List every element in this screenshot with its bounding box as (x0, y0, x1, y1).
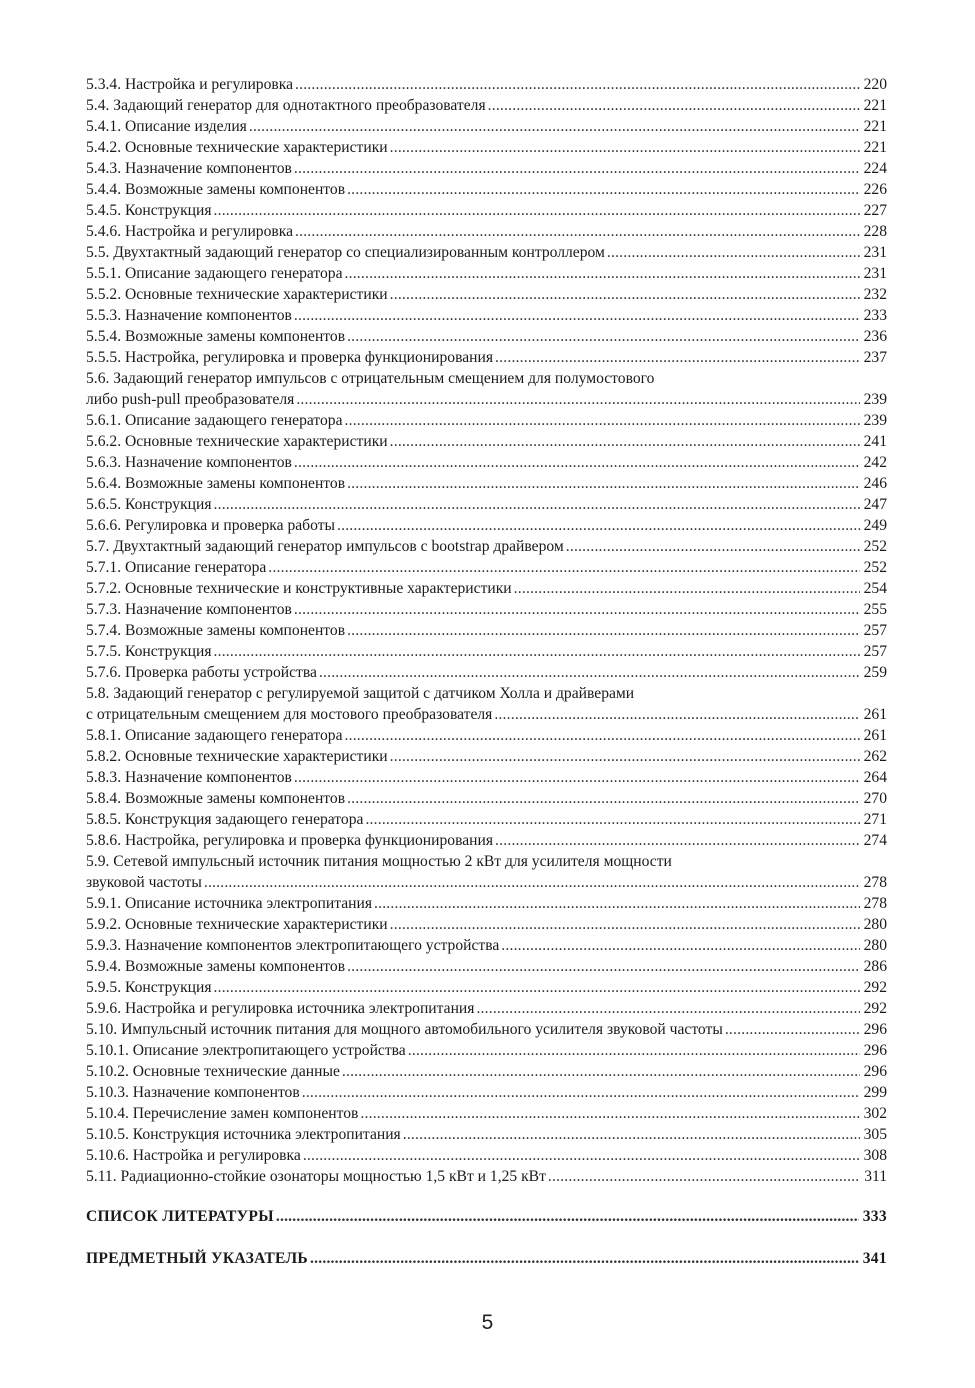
leader-dots (296, 389, 859, 410)
toc-entry-title: 5.4.2. Основные технические характеристики (86, 139, 388, 156)
toc-entry-title: 5.10. Импульсный источник питания для мощного автомобильного усилителя звуковой частоты (86, 1021, 723, 1038)
leader-dots (501, 935, 859, 956)
toc-entry[interactable] (86, 746, 887, 767)
toc-entry[interactable] (86, 956, 887, 977)
toc-entry-row (86, 263, 887, 284)
toc-entry-row (86, 74, 887, 95)
leader-dots (566, 536, 860, 557)
toc-entry-row (86, 620, 887, 641)
toc-entry-row (86, 725, 887, 746)
toc-entry-title: 5.10.1. Описание электропитающего устройства (86, 1042, 406, 1059)
toc-entry[interactable] (86, 263, 887, 284)
toc-entry-title: 5.4. Задающий генератор для однотактного преобразователя (86, 97, 486, 114)
toc-entry-title: звуковой частоты (86, 874, 202, 891)
leader-dots (374, 893, 860, 914)
toc-entry-row (86, 767, 887, 788)
toc-entry-row (86, 1166, 887, 1187)
leader-dots (347, 788, 860, 809)
toc-entry-page: 296 (863, 1021, 887, 1038)
toc-entry-row (86, 200, 887, 221)
toc-entry[interactable] (86, 200, 887, 221)
toc-entry-row (86, 284, 887, 305)
toc-entry[interactable] (86, 284, 887, 305)
toc-entry-title: СПИСОК ЛИТЕРАТУРЫ (86, 1208, 274, 1225)
toc-entry-title: 5.7.2. Основные технические и конструктивные характеристики (86, 580, 512, 597)
toc-entry-row (86, 431, 887, 452)
toc-entry-page: 239 (863, 391, 887, 408)
toc-entry-row (86, 788, 887, 809)
toc-entry-page: 278 (863, 895, 887, 912)
leader-dots (347, 179, 860, 200)
toc-entry-title: 5.8.3. Назначение компонентов (86, 769, 292, 786)
leader-dots (310, 1250, 859, 1268)
toc-entry-page: 259 (863, 664, 887, 681)
toc-entry[interactable] (86, 1145, 887, 1166)
toc-entry[interactable] (86, 95, 887, 116)
toc-entry-title: 5.10.2. Основные технические данные (86, 1063, 340, 1080)
toc-entry-row (86, 935, 887, 956)
toc-entry[interactable] (86, 662, 887, 683)
toc-entry-title: ПРЕДМЕТНЫЙ УКАЗАТЕЛЬ (86, 1250, 309, 1267)
toc-entry-page: 292 (863, 979, 887, 996)
toc-entry-title: 5.7.6. Проверка работы устройства (86, 664, 317, 681)
toc-entry-page: 228 (863, 223, 887, 240)
leader-dots (294, 305, 860, 326)
toc-entry[interactable] (86, 914, 887, 935)
toc-entry-title: 5.8.4. Возможные замены компонентов (86, 790, 346, 807)
leader-dots (345, 725, 860, 746)
toc-entry-page: 262 (863, 748, 887, 765)
toc-entry-row (86, 95, 887, 116)
toc-entry-title-line1: 5.6. Задающий генератор импульсов с отрицательным смещением для полумостового (86, 370, 655, 387)
page-number: 5 (481, 1311, 494, 1334)
toc-entry[interactable] (86, 1040, 887, 1061)
toc-entry-page: 252 (863, 538, 887, 555)
toc-entry-page: 255 (863, 601, 887, 618)
toc-entry-row (86, 956, 887, 977)
leader-dots (345, 410, 860, 431)
toc-entry-row (86, 998, 887, 1019)
toc-entry-row (86, 473, 887, 494)
toc-entry-title: 5.8.5. Конструкция задающего генератора (86, 811, 364, 828)
toc-entry[interactable] (86, 1061, 887, 1082)
toc-entry-page: 261 (863, 727, 887, 744)
leader-dots (295, 74, 860, 95)
toc-entry[interactable] (86, 116, 887, 137)
toc-entry-row (86, 494, 887, 515)
toc-entry-title: 5.11. Радиационно-стойкие озонаторы мощностью 1,5 кВт и 1,25 кВт (86, 1168, 546, 1185)
toc-entry-title: 5.8.2. Основные технические характеристики (86, 748, 388, 765)
toc-entry-page: 227 (863, 202, 887, 219)
toc-entry-title: 5.10.4. Перечисление замен компонентов (86, 1105, 359, 1122)
toc-entry-page: 308 (863, 1147, 887, 1164)
toc-entry-page: 239 (863, 412, 887, 429)
toc-entry[interactable] (86, 494, 887, 515)
leader-dots (607, 242, 860, 263)
toc-entry-page: 233 (863, 307, 887, 324)
leader-dots (214, 977, 860, 998)
toc-entry-row (86, 914, 887, 935)
toc-entry-page: 224 (863, 160, 887, 177)
toc-entry-title: 5.7.5. Конструкция (86, 643, 212, 660)
toc-entries (86, 74, 887, 1187)
toc-entry[interactable] (86, 1103, 887, 1124)
leader-dots (390, 431, 860, 452)
toc-entry[interactable] (86, 158, 887, 179)
leader-dots (403, 1124, 860, 1145)
toc-entry-page: 296 (863, 1063, 887, 1080)
toc-entry[interactable] (86, 998, 887, 1019)
toc-entry-page: 264 (863, 769, 887, 786)
toc-entry-row (86, 1082, 887, 1103)
toc-entry-page: 296 (863, 1042, 887, 1059)
toc-entry-title: 5.4.4. Возможные замены компонентов (86, 181, 346, 198)
toc-entry-title: 5.5. Двухтактный задающий генератор со специализированным контроллером (86, 244, 605, 261)
toc-entry[interactable] (86, 893, 887, 914)
leader-dots (337, 515, 860, 536)
leader-dots (408, 1040, 860, 1061)
toc-entry-page: 333 (862, 1208, 887, 1225)
toc-entry[interactable] (86, 1166, 887, 1187)
toc-entry[interactable] (86, 452, 887, 473)
toc-entry-page: 246 (863, 475, 887, 492)
toc-entry-title: 5.5.1. Описание задающего генератора (86, 265, 343, 282)
toc-entry-row (86, 347, 887, 368)
toc-entry-title-line1: 5.9. Сетевой импульсный источник питания мощностью 2 кВт для усилителя мощности (86, 853, 672, 870)
toc-entry-row (86, 452, 887, 473)
toc-entry-title: 5.4.5. Конструкция (86, 202, 212, 219)
toc-entry-page: 226 (863, 181, 887, 198)
toc-entry-page: 305 (863, 1126, 887, 1143)
toc-entry[interactable] (86, 683, 887, 725)
leader-dots (276, 1208, 859, 1226)
leader-dots (214, 494, 860, 515)
toc-entry-row (86, 221, 887, 242)
toc-entry[interactable] (86, 221, 887, 242)
toc-entry[interactable] (86, 725, 887, 746)
toc-entry-row (86, 116, 887, 137)
toc-entry[interactable] (86, 767, 887, 788)
leader-dots (294, 599, 860, 620)
toc-entry-title: 5.7.3. Назначение компонентов (86, 601, 292, 618)
toc-entry-title: 5.6.1. Описание задающего генератора (86, 412, 343, 429)
toc-entry-row (86, 893, 887, 914)
toc-entry-title: либо push-pull преобразователя (86, 391, 295, 408)
toc-entry-page: 261 (863, 706, 887, 723)
toc-entry-row (86, 746, 887, 767)
toc-entry-row (86, 389, 887, 410)
toc-entry-page: 221 (863, 139, 887, 156)
toc-entry-title: 5.10.6. Настройка и регулировка (86, 1147, 301, 1164)
toc-entry-title: с отрицательным смещением для мостового преобразователя (86, 706, 493, 723)
toc-entry-page: 311 (864, 1168, 887, 1185)
leader-dots (495, 830, 860, 851)
leader-dots (294, 158, 860, 179)
leader-dots (294, 452, 860, 473)
toc-entry[interactable] (86, 242, 887, 263)
toc-entry-title: 5.4.3. Назначение компонентов (86, 160, 292, 177)
leader-dots (390, 914, 860, 935)
toc-entry-row (86, 536, 887, 557)
leader-dots (548, 1166, 860, 1187)
toc-entry[interactable] (86, 1082, 887, 1103)
toc-entry-row (86, 1040, 887, 1061)
toc-entry-row (86, 641, 887, 662)
toc-entry-title: 5.9.1. Описание источника электропитания (86, 895, 373, 912)
toc-entry[interactable] (86, 305, 887, 326)
toc-entry[interactable] (86, 326, 887, 347)
table-of-contents (86, 74, 887, 1271)
toc-entry-title: 5.9.3. Назначение компонентов электропитающего устройства (86, 937, 500, 954)
toc-entry-title: 5.4.1. Описание изделия (86, 118, 247, 135)
toc-entry-page: 252 (863, 559, 887, 576)
toc-entry[interactable] (86, 557, 887, 578)
toc-entry-row (86, 137, 887, 158)
toc-entry-row (86, 977, 887, 998)
toc-entry-row (86, 1145, 887, 1166)
toc-entry-page: 280 (863, 937, 887, 954)
toc-entry-title: 5.4.6. Настройка и регулировка (86, 223, 294, 240)
leader-dots (390, 137, 860, 158)
leader-dots (302, 1082, 860, 1103)
toc-entry-page: 221 (863, 118, 887, 135)
toc-entry-page: 302 (863, 1105, 887, 1122)
toc-entry-title: 5.6.2. Основные технические характеристики (86, 433, 388, 450)
leader-dots (214, 641, 860, 662)
toc-entry-row (86, 179, 887, 200)
toc-entry-title: 5.8.1. Описание задающего генератора (86, 727, 343, 744)
leader-dots (295, 221, 860, 242)
toc-entry-row (86, 1103, 887, 1124)
toc-entry-page: 257 (863, 643, 887, 660)
leader-dots (345, 263, 860, 284)
toc-entry-title: 5.8.6. Настройка, регулировка и проверка функционирования (86, 832, 494, 849)
leader-dots (476, 998, 859, 1019)
toc-entry-page: 247 (863, 496, 887, 513)
toc-entry-page: 286 (863, 958, 887, 975)
toc-entry[interactable] (86, 137, 887, 158)
leader-dots (360, 1103, 859, 1124)
toc-entry-title: 5.3.4. Настройка и регулировка (86, 76, 294, 93)
toc-entry[interactable] (86, 1019, 887, 1040)
toc-entry-title: 5.10.3. Назначение компонентов (86, 1084, 300, 1101)
toc-entry-page: 241 (863, 433, 887, 450)
toc-entry-row (86, 1124, 887, 1145)
toc-entry-title: 5.6.4. Возможные замены компонентов (86, 475, 346, 492)
toc-entry-page: 270 (863, 790, 887, 807)
leader-dots (390, 284, 860, 305)
toc-entry-page: 220 (863, 76, 887, 93)
leader-dots (347, 473, 860, 494)
leader-dots (347, 956, 860, 977)
toc-entry[interactable] (86, 473, 887, 494)
toc-entry-row (86, 704, 887, 725)
toc-entry-page: 221 (863, 97, 887, 114)
toc-entry-page: 257 (863, 622, 887, 639)
leader-dots (347, 326, 860, 347)
toc-entry-page: 271 (863, 811, 887, 828)
leader-dots (294, 767, 860, 788)
leader-dots (347, 620, 860, 641)
toc-entry-page: 274 (863, 832, 887, 849)
leader-dots (204, 872, 860, 893)
toc-entry-page: 278 (863, 874, 887, 891)
leader-dots (725, 1019, 860, 1040)
toc-entry-row (86, 872, 887, 893)
toc-entry-title: 5.9.6. Настройка и регулировка источника электропитания (86, 1000, 475, 1017)
toc-entry-page: 236 (863, 328, 887, 345)
toc-entry-references[interactable] (86, 1208, 887, 1229)
toc-entry-title: 5.10.5. Конструкция источника электропитания (86, 1126, 401, 1143)
leader-dots (514, 578, 860, 599)
toc-entry-row (86, 158, 887, 179)
toc-entry-row (86, 830, 887, 851)
toc-entry-row (86, 305, 887, 326)
toc-entry-index[interactable] (86, 1250, 887, 1271)
toc-entry-title-line1: 5.8. Задающий генератор с регулируемой защитой с датчиком Холла и драйверами (86, 685, 635, 702)
toc-entry[interactable] (86, 851, 887, 893)
leader-dots (494, 704, 859, 725)
leader-dots (268, 557, 859, 578)
toc-entry[interactable] (86, 410, 887, 431)
toc-entry-page: 299 (863, 1084, 887, 1101)
toc-entry-title: 5.9.5. Конструкция (86, 979, 212, 996)
toc-entry[interactable] (86, 599, 887, 620)
toc-entry-row (86, 662, 887, 683)
toc-entry-row (86, 515, 887, 536)
toc-entry-page: 280 (863, 916, 887, 933)
toc-entry-title: 5.6.6. Регулировка и проверка работы (86, 517, 335, 534)
toc-entry[interactable] (86, 935, 887, 956)
toc-entry[interactable] (86, 368, 887, 410)
toc-entry[interactable] (86, 578, 887, 599)
toc-entry-title: 5.6.3. Назначение компонентов (86, 454, 292, 471)
toc-entry-page: 231 (863, 244, 887, 261)
leader-dots (390, 746, 860, 767)
toc-entry-title: 5.7.4. Возможные замены компонентов (86, 622, 346, 639)
toc-entry-row (86, 410, 887, 431)
toc-entry-page: 254 (863, 580, 887, 597)
toc-entry-title: 5.5.5. Настройка, регулировка и проверка функционирования (86, 349, 494, 366)
toc-entry-title: 5.6.5. Конструкция (86, 496, 212, 513)
toc-entry-row (86, 242, 887, 263)
toc-entry-row (86, 326, 887, 347)
leader-dots (342, 1061, 860, 1082)
leader-dots (495, 347, 860, 368)
toc-entry[interactable] (86, 179, 887, 200)
toc-entry-title: 5.5.2. Основные технические характеристики (86, 286, 388, 303)
toc-entry-row (86, 557, 887, 578)
toc-entry[interactable] (86, 1124, 887, 1145)
toc-entry-title: 5.9.2. Основные технические характеристики (86, 916, 388, 933)
toc-entry[interactable] (86, 74, 887, 95)
toc-entry-row (86, 1061, 887, 1082)
toc-entry[interactable] (86, 431, 887, 452)
toc-entry-title: 5.5.3. Назначение компонентов (86, 307, 292, 324)
toc-entry[interactable] (86, 515, 887, 536)
leader-dots (319, 662, 860, 683)
leader-dots (214, 200, 860, 221)
toc-entry-page: 341 (862, 1250, 887, 1267)
toc-entry-row (86, 599, 887, 620)
toc-entry[interactable] (86, 809, 887, 830)
leader-dots (249, 116, 860, 137)
toc-entry[interactable] (86, 641, 887, 662)
toc-entry-row (86, 1019, 887, 1040)
toc-entry[interactable] (86, 977, 887, 998)
toc-entry[interactable] (86, 788, 887, 809)
toc-entry-page: 242 (863, 454, 887, 471)
toc-entry-title: 5.7.1. Описание генератора (86, 559, 267, 576)
leader-dots (365, 809, 859, 830)
toc-entry[interactable] (86, 347, 887, 368)
toc-entry-page: 232 (863, 286, 887, 303)
toc-entry-title: 5.7. Двухтактный задающий генератор импульсов с bootstrap драйвером (86, 538, 564, 555)
leader-dots (303, 1145, 860, 1166)
toc-entry-row (86, 809, 887, 830)
toc-entry[interactable] (86, 830, 887, 851)
toc-entry-page: 292 (863, 1000, 887, 1017)
toc-entry-page: 231 (863, 265, 887, 282)
leader-dots (488, 95, 860, 116)
toc-entry[interactable] (86, 536, 887, 557)
toc-entry-page: 249 (863, 517, 887, 534)
toc-entry-page: 237 (863, 349, 887, 366)
toc-entry[interactable] (86, 620, 887, 641)
toc-entry-title: 5.5.4. Возможные замены компонентов (86, 328, 346, 345)
toc-entry-row (86, 578, 887, 599)
toc-entry-title: 5.9.4. Возможные замены компонентов (86, 958, 346, 975)
